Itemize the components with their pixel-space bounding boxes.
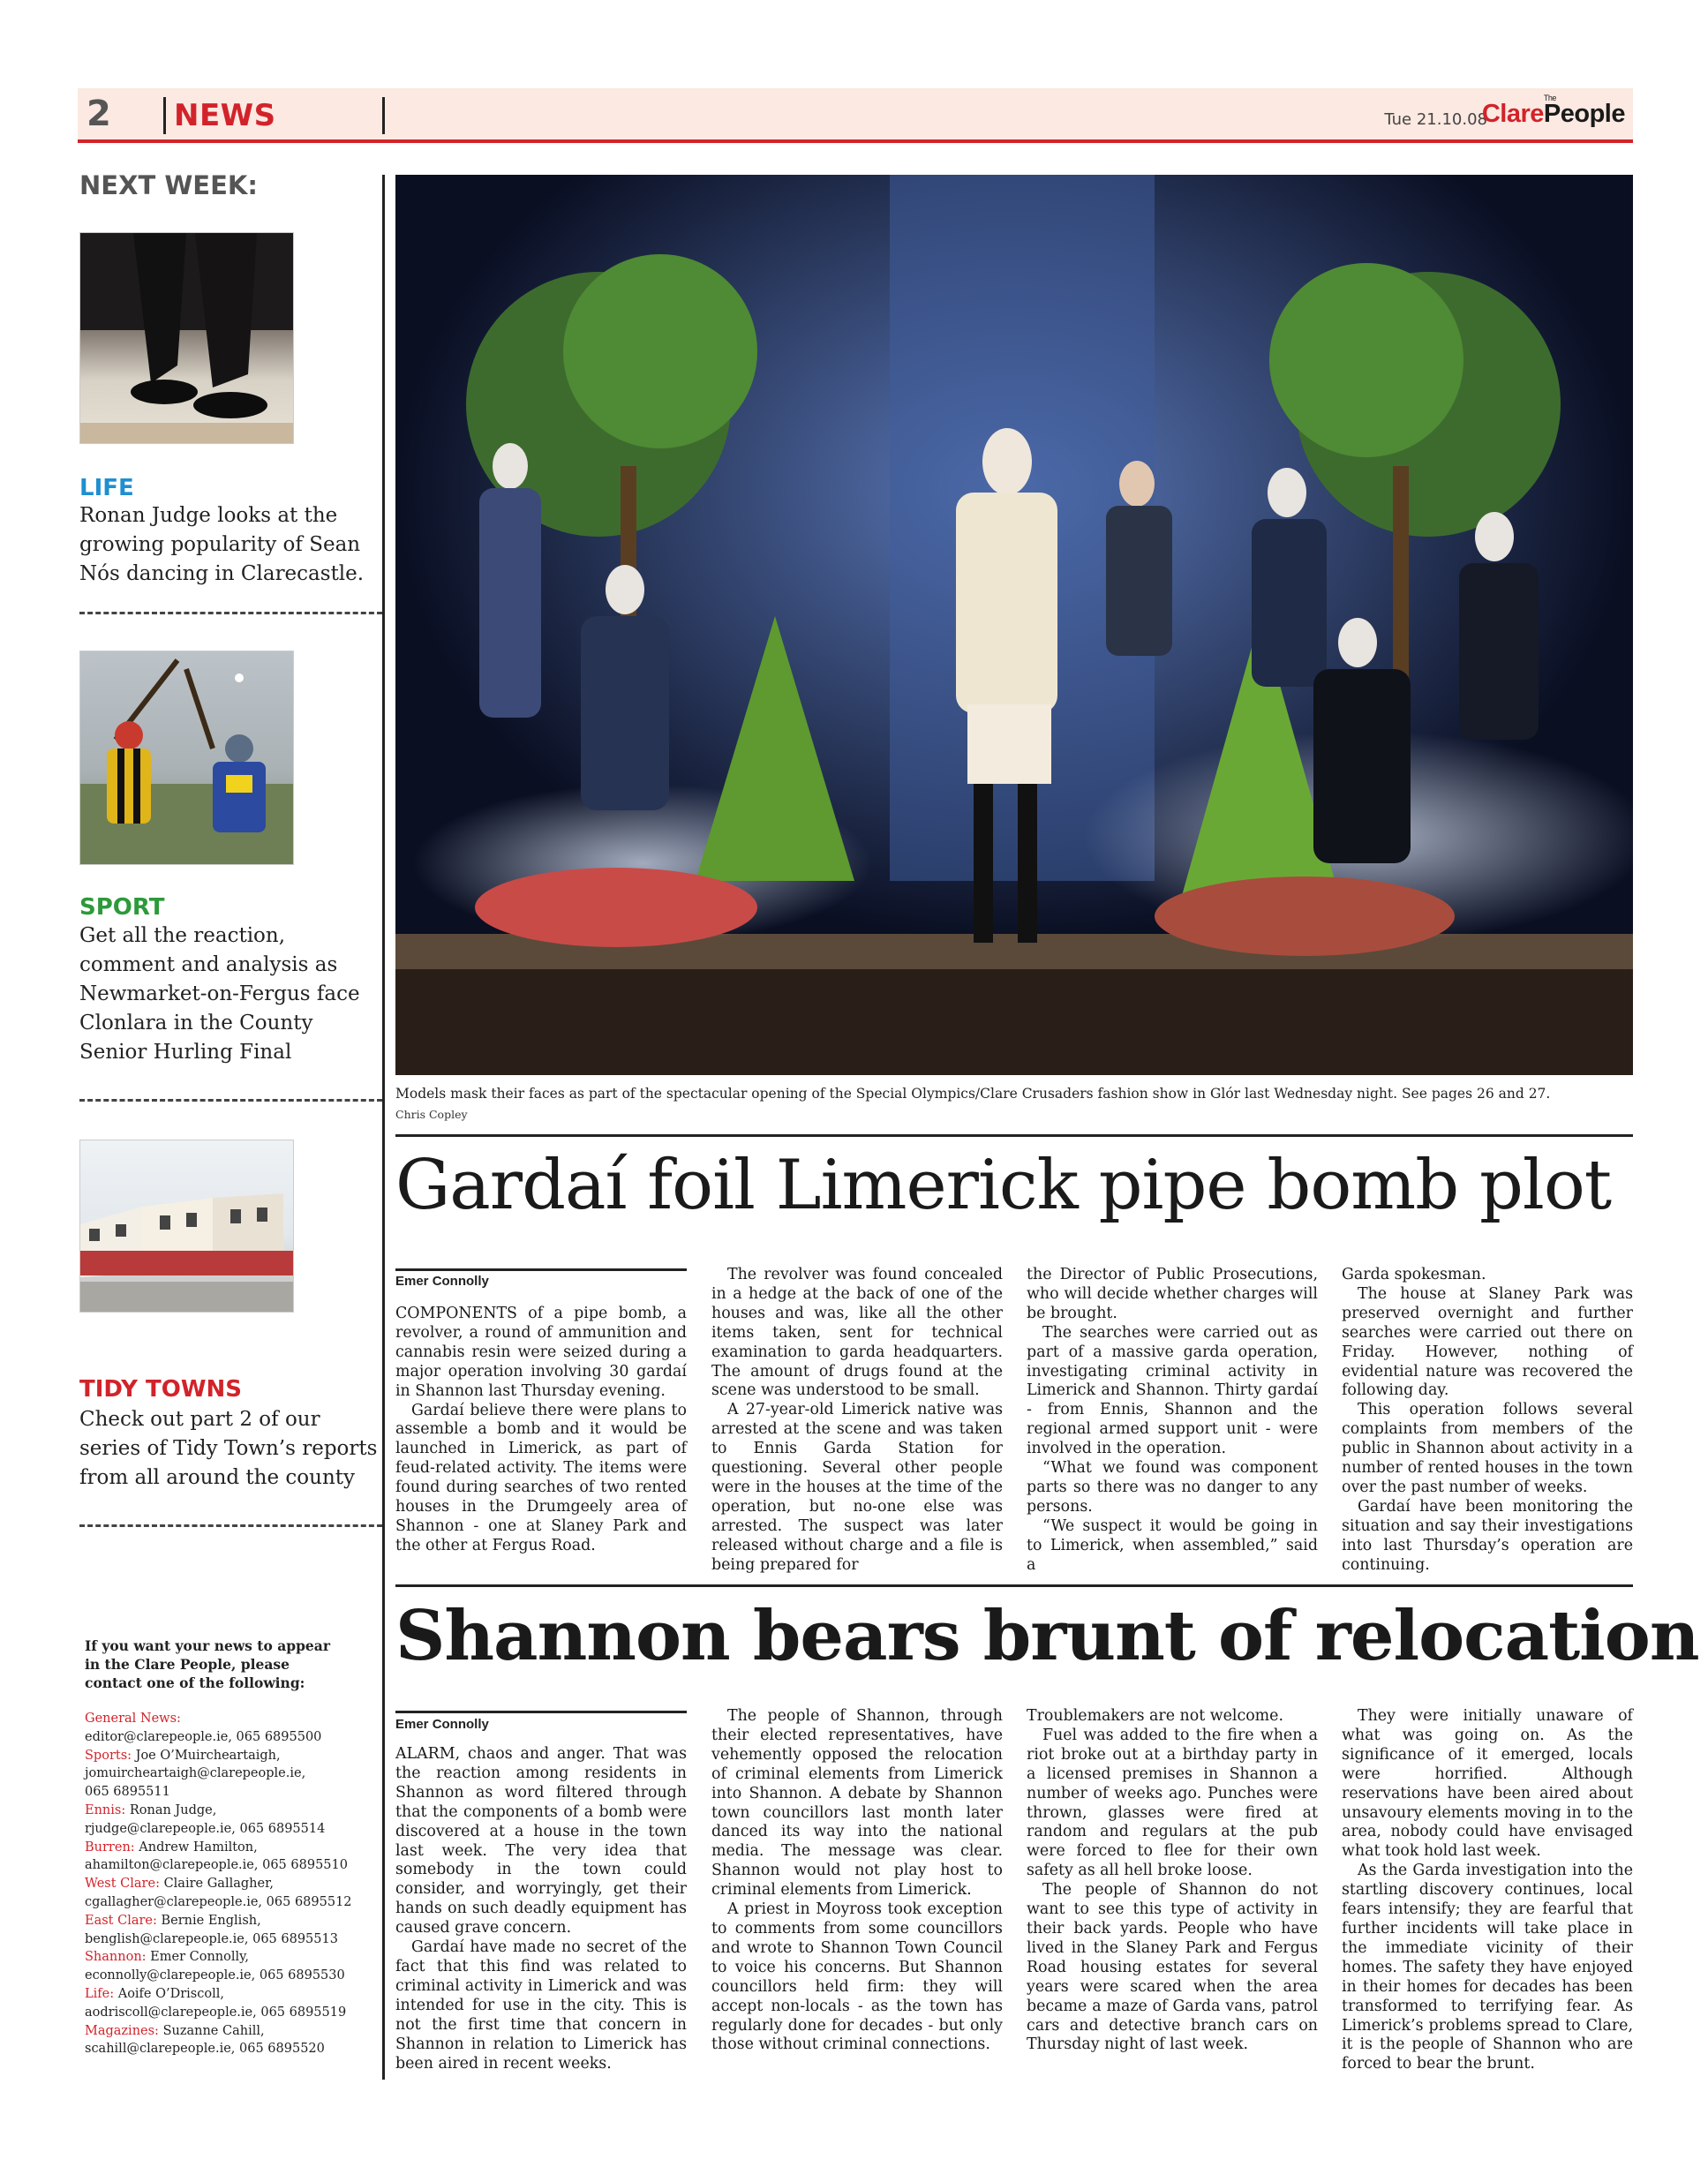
contact-magazines: Magazines: Suzanne Cahill, <box>85 2023 265 2038</box>
story2-column <box>1027 1707 1318 2055</box>
teaser-sport-label: SPORT <box>79 894 165 921</box>
teaser-tidy-towns-text: Check out part 2 of our series of Tidy Town’s reports from all around the county <box>79 1408 378 1489</box>
header-rule <box>78 139 1633 143</box>
article-paragraph: The searches were carried out as part of a massive garda operation, investigating criminal activity in Limerick and Shannon. Thirty gardaí - from Ennis, Shannon and the regional armed support unit - were involved in the operation. <box>1027 1323 1318 1458</box>
contact-email[interactable]: ahamilton@clarepeople.ie, 065 6895510 <box>85 1858 348 1873</box>
contact-life: Life: Aoife O’Driscoll, <box>85 1986 224 2001</box>
teaser-life-text: Ronan Judge looks at the growing popularity of Sean Nós dancing in Clarecastle. <box>79 504 365 585</box>
contact-email[interactable]: rjudge@clarepeople.ie, 065 6895514 <box>85 1821 326 1836</box>
article-paragraph: This operation follows several complaints from members of the public in Shannon about activity in a number of rented houses in the town over the past number of weeks. <box>1342 1401 1633 1496</box>
article-paragraph: “What we found was component parts so there was no danger to any persons. <box>1027 1459 1318 1516</box>
contact-west-clare: West Clare: Claire Gallagher, <box>85 1877 275 1892</box>
article-paragraph: The people of Shannon, through their elected representatives, have vehemently opposed the relocation of criminal elements from Limerick into Shannon. A debate by Shannon town councillors last month later danced its way into the national media. The message was clear. Shannon would not play host to criminal elements from Limerick. <box>711 1707 1003 1900</box>
article-paragraph: A priest in Moyross took exception to comments from some councillors and wrote to Shannon Town Council to voice his concerns. But Shannon councillors held firm: they will accept non-locals - as the town has regularly done for decades - but only those without criminal connections. <box>711 1900 1003 2054</box>
article-paragraph: Gardaí have been monitoring the situation and say their investigations into last Thursday’s operation are continuing. <box>1342 1497 1633 1574</box>
byline-rule <box>395 1711 687 1713</box>
contact-intro: If you want your news to appear in the Clare People, please contact one of the following: <box>85 1637 330 1691</box>
section-label: NEWS <box>174 98 276 133</box>
contact-email[interactable]: editor@clarepeople.ie, 065 6895500 <box>85 1729 322 1744</box>
contact-east-clare: East Clare: Bernie English, <box>85 1913 261 1928</box>
article-paragraph: Fuel was added to the fire when a riot broke out at a birthday party in a licensed premises in Shannon a number of weeks ago. Punches were thrown, glasses were fired at random and regulars at the pub were forced to flee for their own safety as all hell broke loose. <box>1027 1726 1318 1880</box>
article-paragraph: As the Garda investigation into the startling discovery continues, local fears intensify; they are fearful that further incidents will take place in the immediate vicinity of their homes. The safety they have enjoyed in their homes for decades has been transformed to terrifying fear. As Limerick’s problems spread to Clare, it is the people of Shannon who are forced to bear the brunt. <box>1342 1862 1633 2073</box>
hurling-players-image <box>80 651 294 865</box>
article-paragraph: The house at Slaney Park was preserved overnight and further searches were carried out there on Friday. However, nothing of evidential nature was recovered the following day. <box>1342 1284 1633 1400</box>
teaser-tidy-towns-label: TIDY TOWNS <box>79 1376 242 1403</box>
teaser-separator <box>79 612 382 614</box>
next-week-title: NEXT WEEK: <box>79 170 258 200</box>
article-paragraph: They were initially unaware of what was going on. As the significance of it emerged, locals were horrified. Although reservations have been aired about unsavoury elements moving in to the area, nobody could have envisaged what took hold last week. <box>1342 1707 1633 1861</box>
story-rule <box>395 1584 1633 1587</box>
story1-column <box>711 1266 1003 1576</box>
page-number: 2 <box>87 94 111 134</box>
article-paragraph: The revolver was found concealed in a hedge at the back of one of the houses and was, like all the other items taken, sent for technical examination to garda headquarters. The amount of drugs found at the scene was understood to be small. <box>711 1266 1003 1400</box>
article-paragraph: “We suspect it would be going in to Limerick, when assembled,” said a <box>1027 1516 1318 1574</box>
tidy-towns-thumbnail[interactable] <box>79 1140 294 1313</box>
teaser-sport-text: Get all the reaction, comment and analysis as Newmarket-on-Fergus face Clonlara in the County Senior Hurling Final <box>79 924 360 1064</box>
article-paragraph: Gardaí have made no secret of the fact that this find was related to criminal activity in Limerick and was intended for use in the city. This is not the first time that concern in Shannon in relation to Limerick has been aired in recent weeks. <box>395 1938 687 2073</box>
logo-the: The <box>1543 94 1556 102</box>
article-paragraph: COMPONENTS of a pipe bomb, a revolver, a round of ammunition and cannabis resin were seized during a major operation involving 30 gardaí in Shannon last Thursday evening. <box>395 1305 687 1400</box>
story-rule <box>395 1134 1633 1137</box>
story2-headline: Shannon bears brunt of relocation <box>395 1596 1699 1676</box>
article-paragraph: The people of Shannon do not want to see this type of activity in their back yards. People who have lived in the Slaney Park and Fergus Road housing estates for several years were scared when the area became a maze of Garda vans, patrol cars and detective branch cars on Thursday night of last week. <box>1027 1881 1318 2054</box>
contact-general-news: General News: <box>85 1712 181 1726</box>
story1-column <box>1027 1266 1318 1576</box>
section-divider-right <box>382 97 385 134</box>
street-buildings-image <box>80 1140 294 1313</box>
fashion-show-image <box>395 175 1633 1075</box>
story1-column <box>1342 1266 1633 1576</box>
dancer-feet-image <box>80 233 294 444</box>
teaser-separator <box>79 1524 382 1527</box>
contact-shannon: Shannon: Emer Connolly, <box>85 1950 250 1965</box>
contact-list <box>85 1710 376 2058</box>
masthead-logo <box>1481 94 1625 129</box>
contact-email[interactable]: econnolly@clarepeople.ie, 065 6895530 <box>85 1968 345 1983</box>
contact-email[interactable]: benglish@clarepeople.ie, 065 6895513 <box>85 1931 338 1946</box>
article-paragraph: ALARM, chaos and anger. That was the reaction among residents in Shannon as word filtered through that the components of a bomb were discovered at a house in the town last week. The very idea that somebody in the town could consider, and worryingly, get their hands on such deadly equipment has caused grave concern. <box>395 1745 687 1937</box>
photo-credit: Chris Copley <box>395 1108 468 1121</box>
article-paragraph: Troublemakers are not welcome. <box>1027 1707 1283 1725</box>
story2-column <box>1342 1707 1633 2074</box>
teaser-life-label: LIFE <box>79 475 134 501</box>
column-divider <box>382 175 385 2080</box>
story2-column <box>395 1745 687 2073</box>
contact-email[interactable]: jomuircheartaigh@clarepeople.ie, <box>85 1766 306 1781</box>
story1-column <box>395 1305 687 1556</box>
sport-thumbnail[interactable] <box>79 651 294 865</box>
byline-rule <box>395 1268 687 1271</box>
contact-ennis: Ennis: Ronan Judge, <box>85 1802 217 1817</box>
story2-byline: Emer Connolly <box>395 1717 489 1732</box>
article-paragraph: Garda spokesman. <box>1342 1266 1486 1283</box>
issue-date: Tue 21.10.08 <box>1384 110 1487 129</box>
section-divider-left <box>163 97 166 134</box>
contact-phone: 065 6895511 <box>85 1785 170 1800</box>
logo-people: People <box>1543 100 1625 128</box>
story2-column <box>711 1707 1003 2055</box>
story1-headline: Gardaí foil Limerick pipe bomb plot <box>395 1146 1612 1225</box>
story1-byline: Emer Connolly <box>395 1274 489 1289</box>
photo-caption: Models mask their faces as part of the spectacular opening of the Special Olympics/Clare Crusaders fashion show in Glór last Wednesday night. See pages 26 and 27. <box>395 1086 1551 1102</box>
article-paragraph: A 27-year-old Limerick native was arrested at the scene and was taken to Ennis Garda Station for questioning. Several other people were in the houses at the time of the operation, but no-one else was arrested. The suspect was later released without charge and a file is being prepared for <box>711 1401 1003 1574</box>
contact-email[interactable]: aodriscoll@clarepeople.ie, 065 6895519 <box>85 2005 347 2020</box>
teaser-separator <box>79 1099 382 1102</box>
contact-sports: Sports: Joe O’Muircheartaigh, <box>85 1748 281 1763</box>
article-paragraph: the Director of Public Prosecutions, who will decide whether charges will be brought. <box>1027 1266 1318 1322</box>
article-paragraph: Gardaí believe there were plans to assemble a bomb and it would be launched in Limerick, as part of feud-related activity. The items were found during searches of two rented houses in the Drumgeely area of Shannon - one at Slaney Park and the other at Fergus Road. <box>395 1401 687 1554</box>
contact-burren: Burren: Andrew Hamilton, <box>85 1840 258 1855</box>
fashion-show-photo[interactable] <box>395 175 1633 1075</box>
contact-email[interactable]: scahill@clarepeople.ie, 065 6895520 <box>85 2042 325 2057</box>
life-thumbnail[interactable] <box>79 232 294 444</box>
contact-email[interactable]: cgallagher@clarepeople.ie, 065 6895512 <box>85 1894 352 1909</box>
logo-clare: Clare <box>1481 100 1544 128</box>
